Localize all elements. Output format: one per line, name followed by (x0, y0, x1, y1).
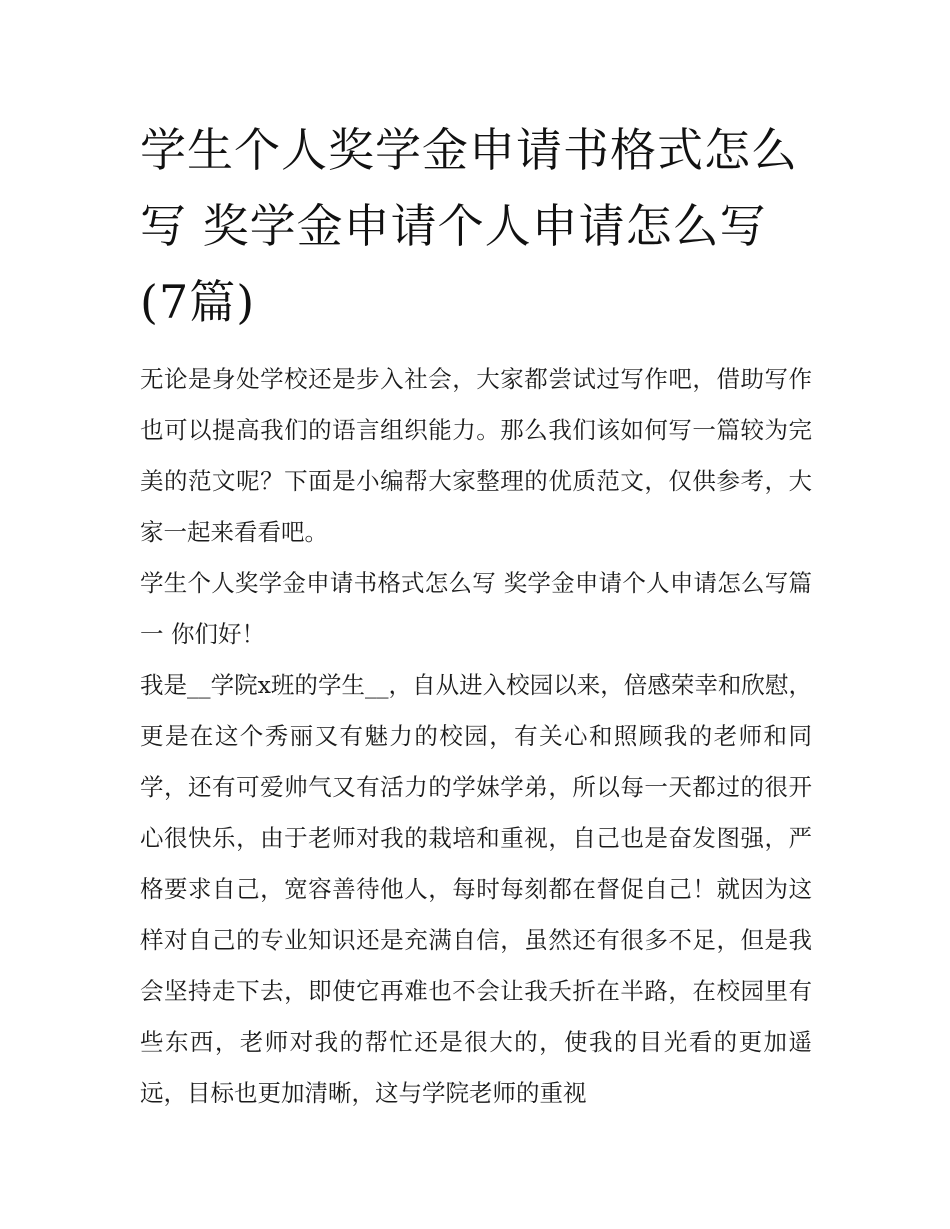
body-paragraph: 我是__学院x班的学生__，自从进入校园以来，倍感荣幸和欣慰，更是在这个秀丽又有魅力的校园，有关心和照顾我的老师和同学，还有可爱帅气又有活力的学妹学弟，所以每一天都过的很开心很快乐，由于老师对我的栽培和重视，自己也是奋发图强，严格要求自己，宽容善待他人，每时每刻都在督促自己！就因为这样对自己的专业知识还是充满自信，虽然还有很多不足，但是我会坚持走下去，即使它再难也不会让我夭折在半路，在校园里有些东西，老师对我的帮忙还是很大的，使我的目光看的更加遥远，目标也更加清晰，这与学院老师的重视 (140, 671, 812, 1107)
section-heading: 学生个人奖学金申请书格式怎么写 奖学金申请个人申请怎么写篇一 你们好！ (140, 569, 812, 648)
document-page (140, 112, 812, 1119)
intro-paragraph: 无论是身处学校还是步入社会，大家都尝试过写作吧，借助写作也可以提高我们的语言组织能力。那么我们该如何写一篇较为完美的范文呢？下面是小编帮大家整理的优质范文，仅供参考，大家一起来看看吧。 (140, 365, 812, 546)
document-title: 学生个人奖学金申请书格式怎么写 奖学金申请个人申请怎么写(7篇) (140, 123, 798, 329)
